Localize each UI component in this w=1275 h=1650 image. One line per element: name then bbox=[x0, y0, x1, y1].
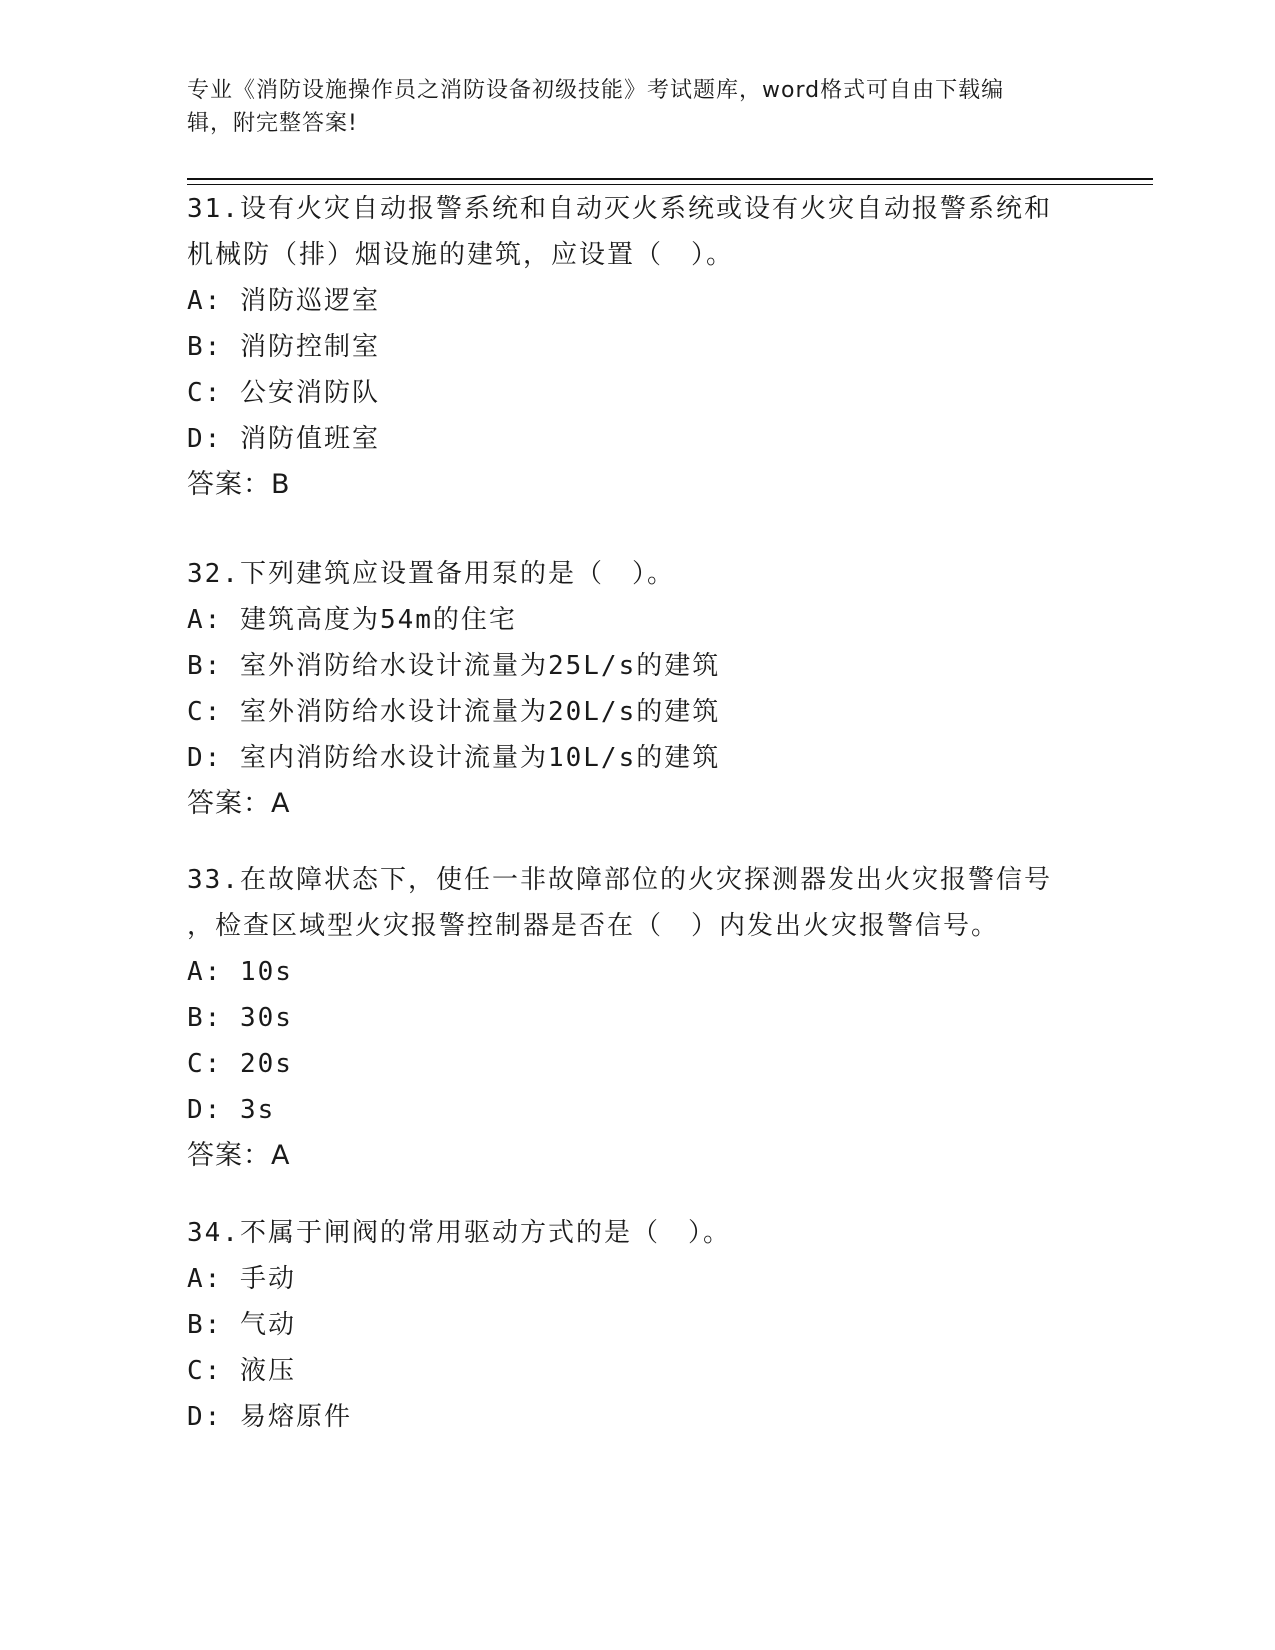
option-d: D: 消防值班室 bbox=[187, 424, 380, 454]
option-b: B: 消防控制室 bbox=[187, 332, 380, 362]
option-c: C: 液压 bbox=[187, 1356, 296, 1386]
option-c: C: 室外消防给水设计流量为20L/s的建筑 bbox=[187, 697, 721, 727]
answer: 答案：A bbox=[187, 1140, 291, 1171]
option-d: D: 易熔原件 bbox=[187, 1402, 352, 1432]
question-stem-line: 机械防（排）烟设施的建筑，应设置（ ）。 bbox=[187, 240, 735, 270]
option-a: A: 建筑高度为54m的住宅 bbox=[187, 605, 517, 635]
option-c: C: 20s bbox=[187, 1049, 293, 1079]
option-a: A: 10s bbox=[187, 957, 293, 987]
header-line-1: 专业《消防设施操作员之消防设备初级技能》考试题库，word格式可自由下载编 bbox=[187, 78, 1005, 103]
question-32 bbox=[187, 551, 1087, 827]
question-34 bbox=[187, 1210, 1087, 1440]
option-b: B: 室外消防给水设计流量为25L/s的建筑 bbox=[187, 651, 721, 681]
option-d: D: 3s bbox=[187, 1095, 276, 1125]
option-a: A: 消防巡逻室 bbox=[187, 286, 380, 316]
answer: 答案：A bbox=[187, 788, 291, 819]
option-a: A: 手动 bbox=[187, 1264, 296, 1294]
option-d: D: 室内消防给水设计流量为10L/s的建筑 bbox=[187, 743, 721, 773]
header-divider-thick bbox=[187, 178, 1153, 180]
header-line-2: 辑，附完整答案! bbox=[187, 111, 358, 136]
document-header bbox=[187, 74, 1067, 140]
question-stem-line: ，检查区域型火灾报警控制器是否在（ ）内发出火灾报警信号。 bbox=[187, 911, 1000, 941]
question-stem-line: 33.在故障状态下，使任一非故障部位的火灾探测器发出火灾报警信号 bbox=[187, 865, 1052, 895]
question-33 bbox=[187, 857, 1087, 1179]
answer: 答案：B bbox=[187, 469, 291, 500]
question-stem-line: 32.下列建筑应设置备用泵的是（ ）。 bbox=[187, 559, 675, 589]
option-c: C: 公安消防队 bbox=[187, 378, 380, 408]
option-b: B: 气动 bbox=[187, 1310, 296, 1340]
option-b: B: 30s bbox=[187, 1003, 293, 1033]
question-stem-line: 34.不属于闸阀的常用驱动方式的是（ ）。 bbox=[187, 1218, 731, 1248]
question-stem-line: 31.设有火灾自动报警系统和自动灭火系统或设有火灾自动报警系统和 bbox=[187, 194, 1052, 224]
question-31 bbox=[187, 186, 1087, 508]
header-divider-thin bbox=[187, 184, 1153, 185]
